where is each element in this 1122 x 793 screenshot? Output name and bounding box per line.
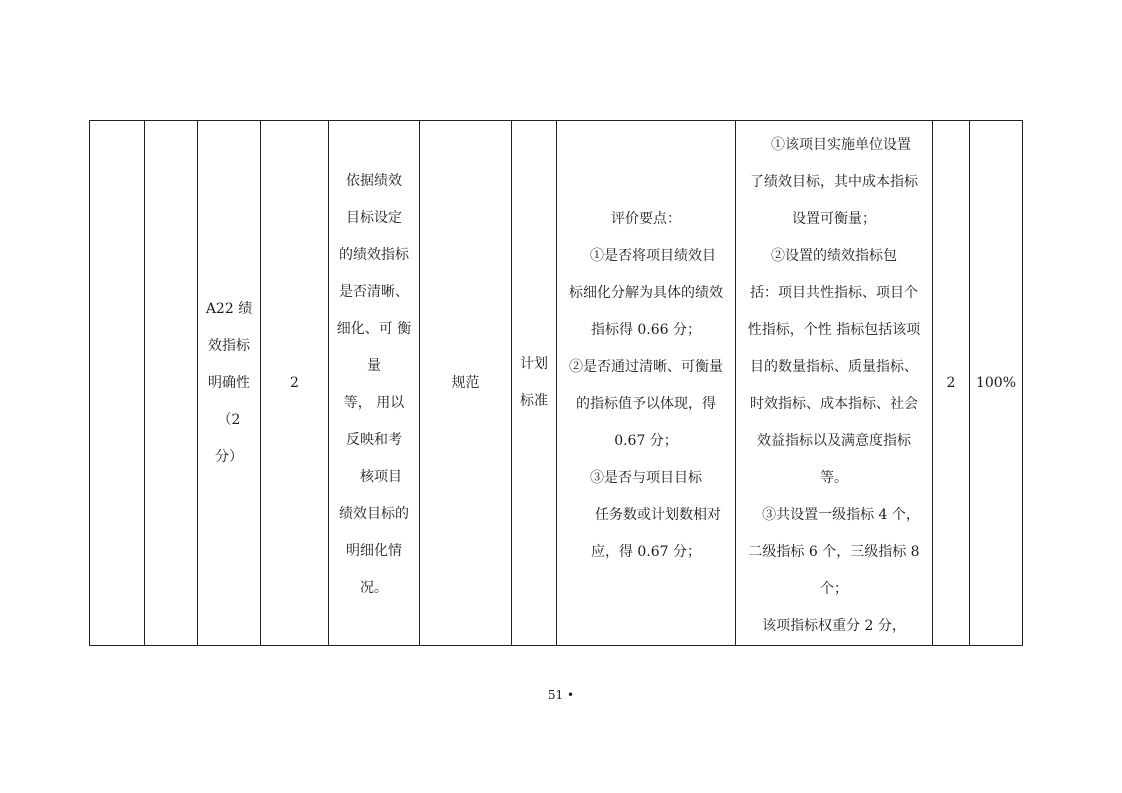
category-cell: 规范 — [420, 121, 512, 646]
table-row — [90, 121, 1023, 646]
evaluation-line: 等。 — [820, 470, 848, 486]
evaluation-line: ②设置的绩效指标包 — [771, 248, 897, 264]
standard-cell — [512, 121, 557, 646]
description-line: 明细化情 — [346, 543, 402, 559]
indicator-line: （2 — [217, 411, 241, 428]
indicator-cell — [198, 121, 261, 646]
indicator-line: 效指标 — [208, 337, 250, 354]
indicator-line: 明确性 — [208, 374, 250, 391]
description-line: 依据绩效 — [346, 173, 402, 189]
empty-cell-1 — [90, 121, 145, 646]
criteria-line: 任务数或计划数相对 — [595, 507, 721, 523]
standard-line: 计划 — [520, 356, 548, 372]
description-cell — [329, 121, 420, 646]
description-line: 核项目 — [360, 469, 402, 485]
criteria-line: 应，得 0.67 分； — [590, 544, 702, 560]
evaluation-table — [89, 120, 1023, 646]
criteria-line: ②是否通过清晰、可衡量 — [569, 359, 723, 375]
description-line: 等， 用以 — [343, 395, 405, 411]
description-line: 量 — [367, 358, 381, 374]
criteria-line: 标细化分解为具体的绩效 — [569, 285, 723, 301]
earned-score-cell: 2 — [933, 121, 970, 646]
description-line: 的绩效指标 — [339, 247, 409, 263]
criteria-cell — [557, 121, 736, 646]
evaluation-line: ①该项目实施单位设置 — [771, 137, 911, 153]
evaluation-line: ③共设置一级指标 4 个， — [762, 507, 920, 523]
description-line: 反映和考 — [346, 432, 402, 448]
evaluation-line: 括：项目共性指标、项目个 — [750, 285, 918, 301]
evaluation-line: 性指标，个性 指标包括该项 — [747, 322, 921, 338]
criteria-line: ③是否与项目目标 — [590, 470, 702, 486]
evaluation-line: 设置可衡量； — [792, 211, 876, 227]
evaluation-line: 效益指标以及满意度指标 — [757, 433, 911, 449]
indicator-line: A22 绩 — [205, 300, 253, 317]
evaluation-line: 该项指标权重分 2 分， — [762, 618, 906, 634]
criteria-line: 指标得 0.66 分； — [590, 322, 702, 338]
evaluation-line: 个； — [820, 581, 848, 597]
page-number: 51 • — [547, 688, 575, 702]
empty-cell-2 — [145, 121, 198, 646]
description-line: 况。 — [360, 580, 388, 596]
indicator-line: 分） — [215, 448, 243, 465]
evaluation-line: 二级指标 6 个，三级指标 8 — [748, 544, 920, 560]
score-cell: 2 — [261, 121, 329, 646]
criteria-line: ①是否将项目绩效目 — [590, 248, 716, 264]
criteria-line: 0.67 分； — [614, 433, 678, 449]
rate-cell: 100% — [970, 121, 1023, 646]
criteria-line: 的指标值予以体现，得 — [576, 396, 716, 412]
description-line: 细化、可 衡 — [336, 321, 412, 337]
description-line: 绩效目标的 — [339, 506, 409, 522]
evaluation-line: 了绩效目标，其中成本指标 — [750, 174, 918, 190]
standard-line: 标准 — [520, 393, 548, 409]
evaluation-line: 目的数量指标、质量指标、 — [750, 359, 918, 375]
evaluation-line: 时效指标、成本指标、社会 — [750, 396, 918, 412]
criteria-line: 评价要点： — [611, 211, 681, 227]
evaluation-cell — [736, 121, 933, 646]
description-line: 目标设定 — [346, 210, 402, 226]
description-line: 是否清晰、 — [339, 284, 409, 300]
